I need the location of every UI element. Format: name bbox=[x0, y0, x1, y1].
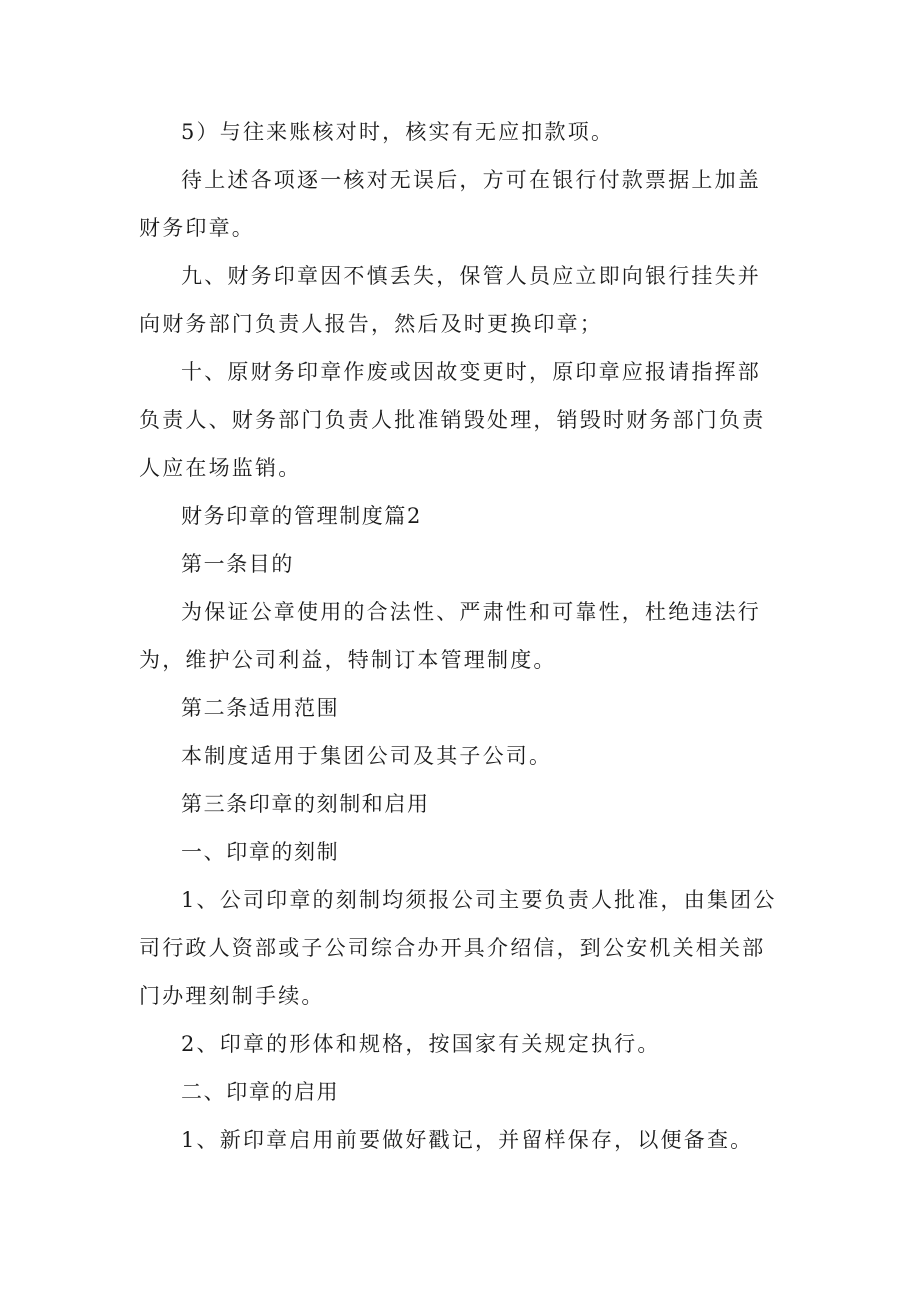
paragraph-engraving-approval: 1、公司印章的刻制均须报公司主要负责人批准，由集团公司行政人资部或子公司综合办开具介绍信，到公安机关相关部门办理刻制手续。 bbox=[139, 888, 777, 1008]
subsection-seal-activation: 二、印章的启用 bbox=[181, 1080, 340, 1104]
paragraph-new-seal-record: 1、新印章启用前要做好戳记，并留样保存，以便备查。 bbox=[181, 1128, 754, 1152]
document-body bbox=[139, 108, 784, 1164]
paragraph-seal-shape-spec: 2、印章的形体和规格，按国家有关规定执行。 bbox=[181, 1032, 661, 1056]
paragraph-check-deductions: 5）与往来账核对时，核实有无应扣款项。 bbox=[181, 120, 615, 144]
paragraph-item-ten: 十、原财务印章作废或因故变更时，原印章应报请指挥部负责人、财务部门负责人批准销毁处理，销毁时财务部门负责人应在场监销。 bbox=[139, 360, 766, 480]
article-1-heading: 第一条目的 bbox=[181, 552, 294, 576]
paragraph-item-nine: 九、财务印章因不慎丢失，保管人员应立即向银行挂失并向财务部门负责人报告，然后及时更换印章； bbox=[139, 264, 761, 336]
article-3-heading: 第三条印章的刻制和启用 bbox=[181, 792, 430, 816]
article-2-body: 本制度适用于集团公司及其子公司。 bbox=[181, 744, 553, 768]
article-2-heading: 第二条适用范围 bbox=[181, 696, 340, 720]
subsection-seal-engraving: 一、印章的刻制 bbox=[181, 840, 340, 864]
section-heading-part-2: 财务印章的管理制度篇2 bbox=[181, 504, 422, 528]
article-1-body: 为保证公章使用的合法性、严肃性和可靠性，杜绝违法行为，维护公司利益，特制订本管理制度。 bbox=[139, 600, 761, 672]
paragraph-stamp-after-verify: 待上述各项逐一核对无误后，方可在银行付款票据上加盖财务印章。 bbox=[139, 168, 761, 240]
